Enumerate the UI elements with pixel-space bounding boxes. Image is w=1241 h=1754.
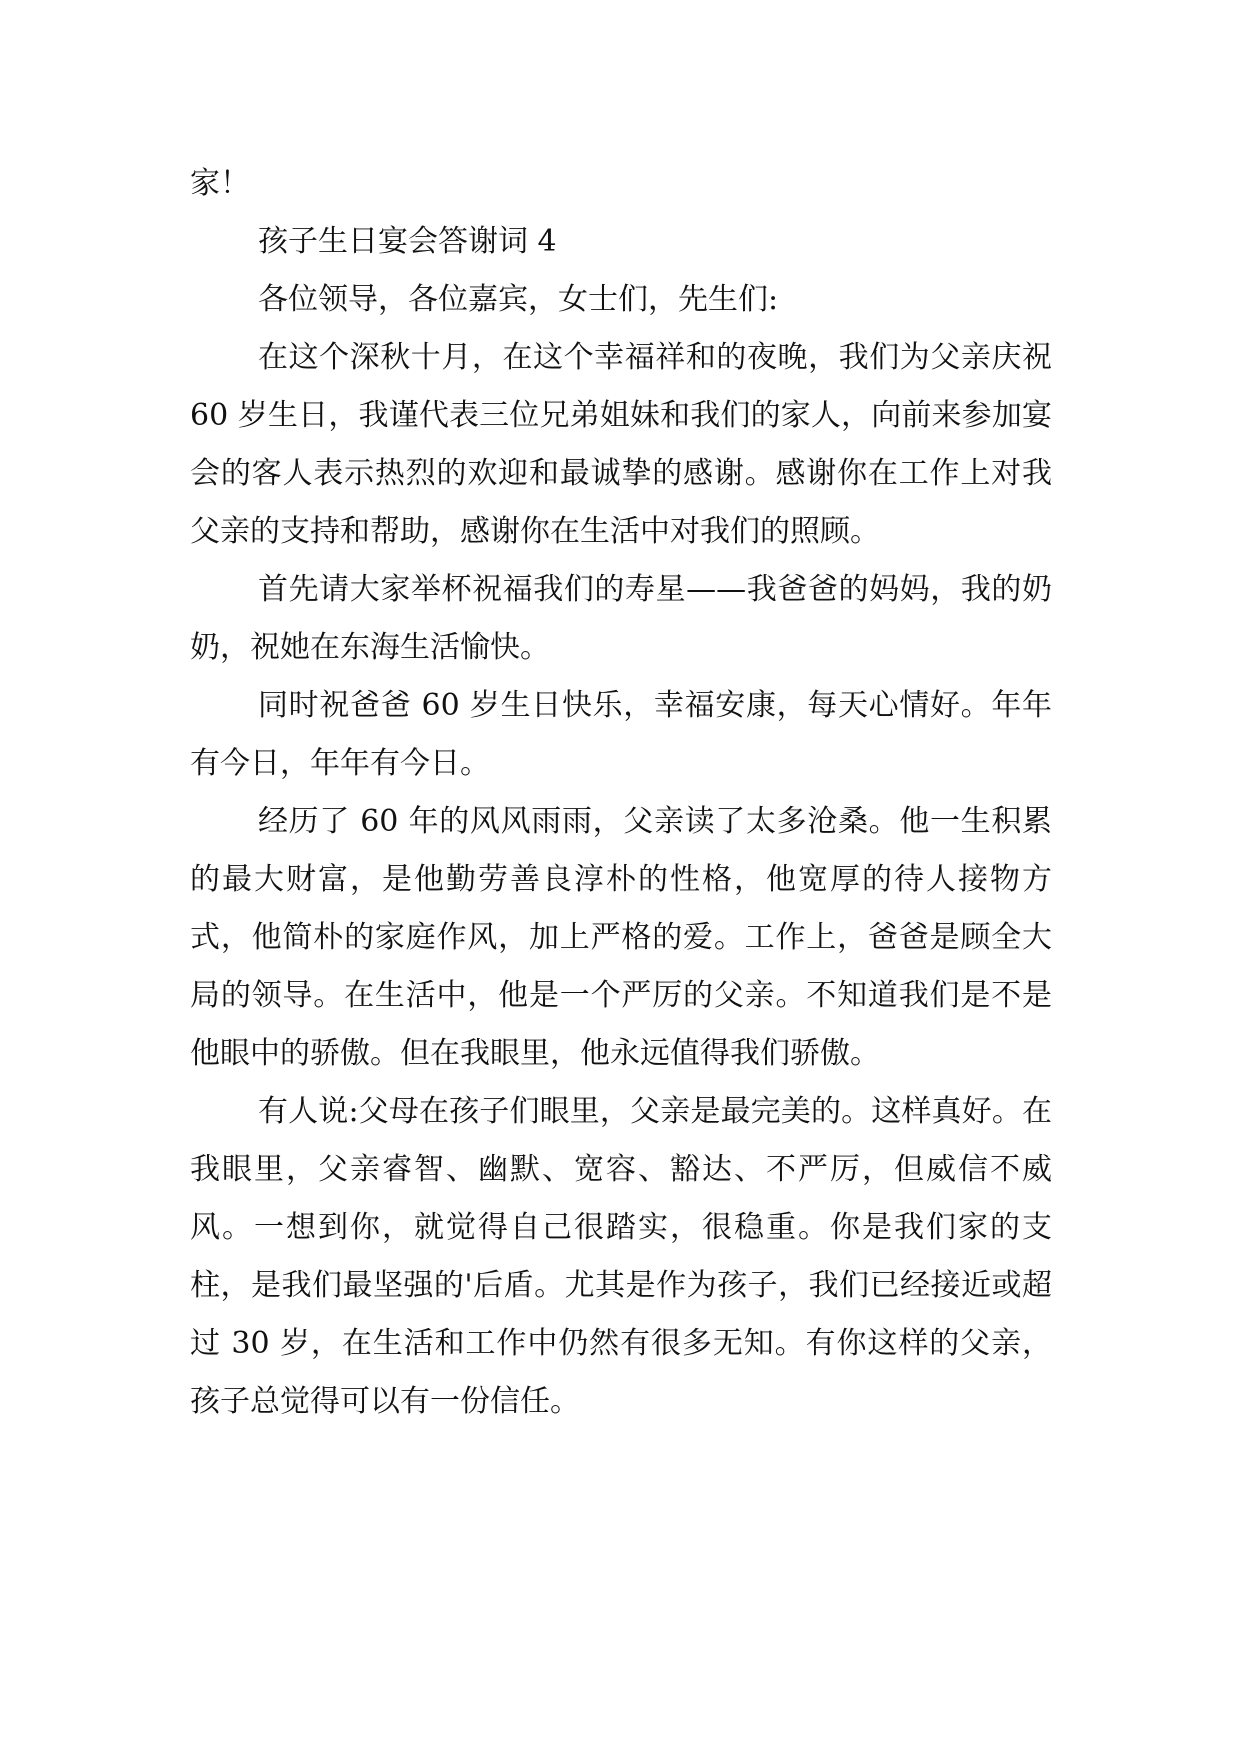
paragraph-5: 有人说:父母在孩子们眼里，父亲是最完美的。这样真好。在我眼里，父亲睿智、幽默、宽容、豁达、不严厉，但威信不威风。一想到你，就觉得自己很踏实，很稳重。你是我们家的支柱，是我们最坚强的'后盾。尤其是作为孩子，我们已经接近或超过 30 岁，在生活和工作中仍然有很多无知。有你这样的父亲，孩子总觉得可以有一份信任。 (190, 1094, 1052, 1419)
paragraph-4: 经历了 60 年的风风雨雨，父亲读了太多沧桑。他一生积累的最大财富，是他勤劳善良淳朴的性格，他宽厚的待人接物方式，他简朴的家庭作风，加上严格的爱。工作上，爸爸是顾全大局的领导。在生活中，他是一个严厉的父亲。不知道我们是不是他眼中的骄傲。但在我眼里，他永远值得我们骄傲。 (190, 804, 1052, 1071)
paragraph-3: 同时祝爸爸 60 岁生日快乐，幸福安康，每天心情好。年年有今日，年年有今日。 (190, 688, 1052, 781)
paragraph-2: 首先请大家举杯祝福我们的寿星——我爸爸的妈妈，我的奶奶，祝她在东海生活愉快。 (190, 572, 1052, 665)
document-body (190, 155, 1052, 1431)
salutation: 各位领导，各位嘉宾，女士们，先生们: (258, 282, 779, 317)
document-title: 孩子生日宴会答谢词 4 (258, 224, 557, 259)
continuation-text: 家！ (190, 166, 250, 201)
paragraph-1: 在这个深秋十月，在这个幸福祥和的夜晚，我们为父亲庆祝 60 岁生日，我谨代表三位兄弟姐妹和我们的家人，向前来参加宴会的客人表示热烈的欢迎和最诚挚的感谢。感谢你在工作上对我父亲的支持和帮助，感谢你在生活中对我们的照顾。 (190, 340, 1052, 549)
